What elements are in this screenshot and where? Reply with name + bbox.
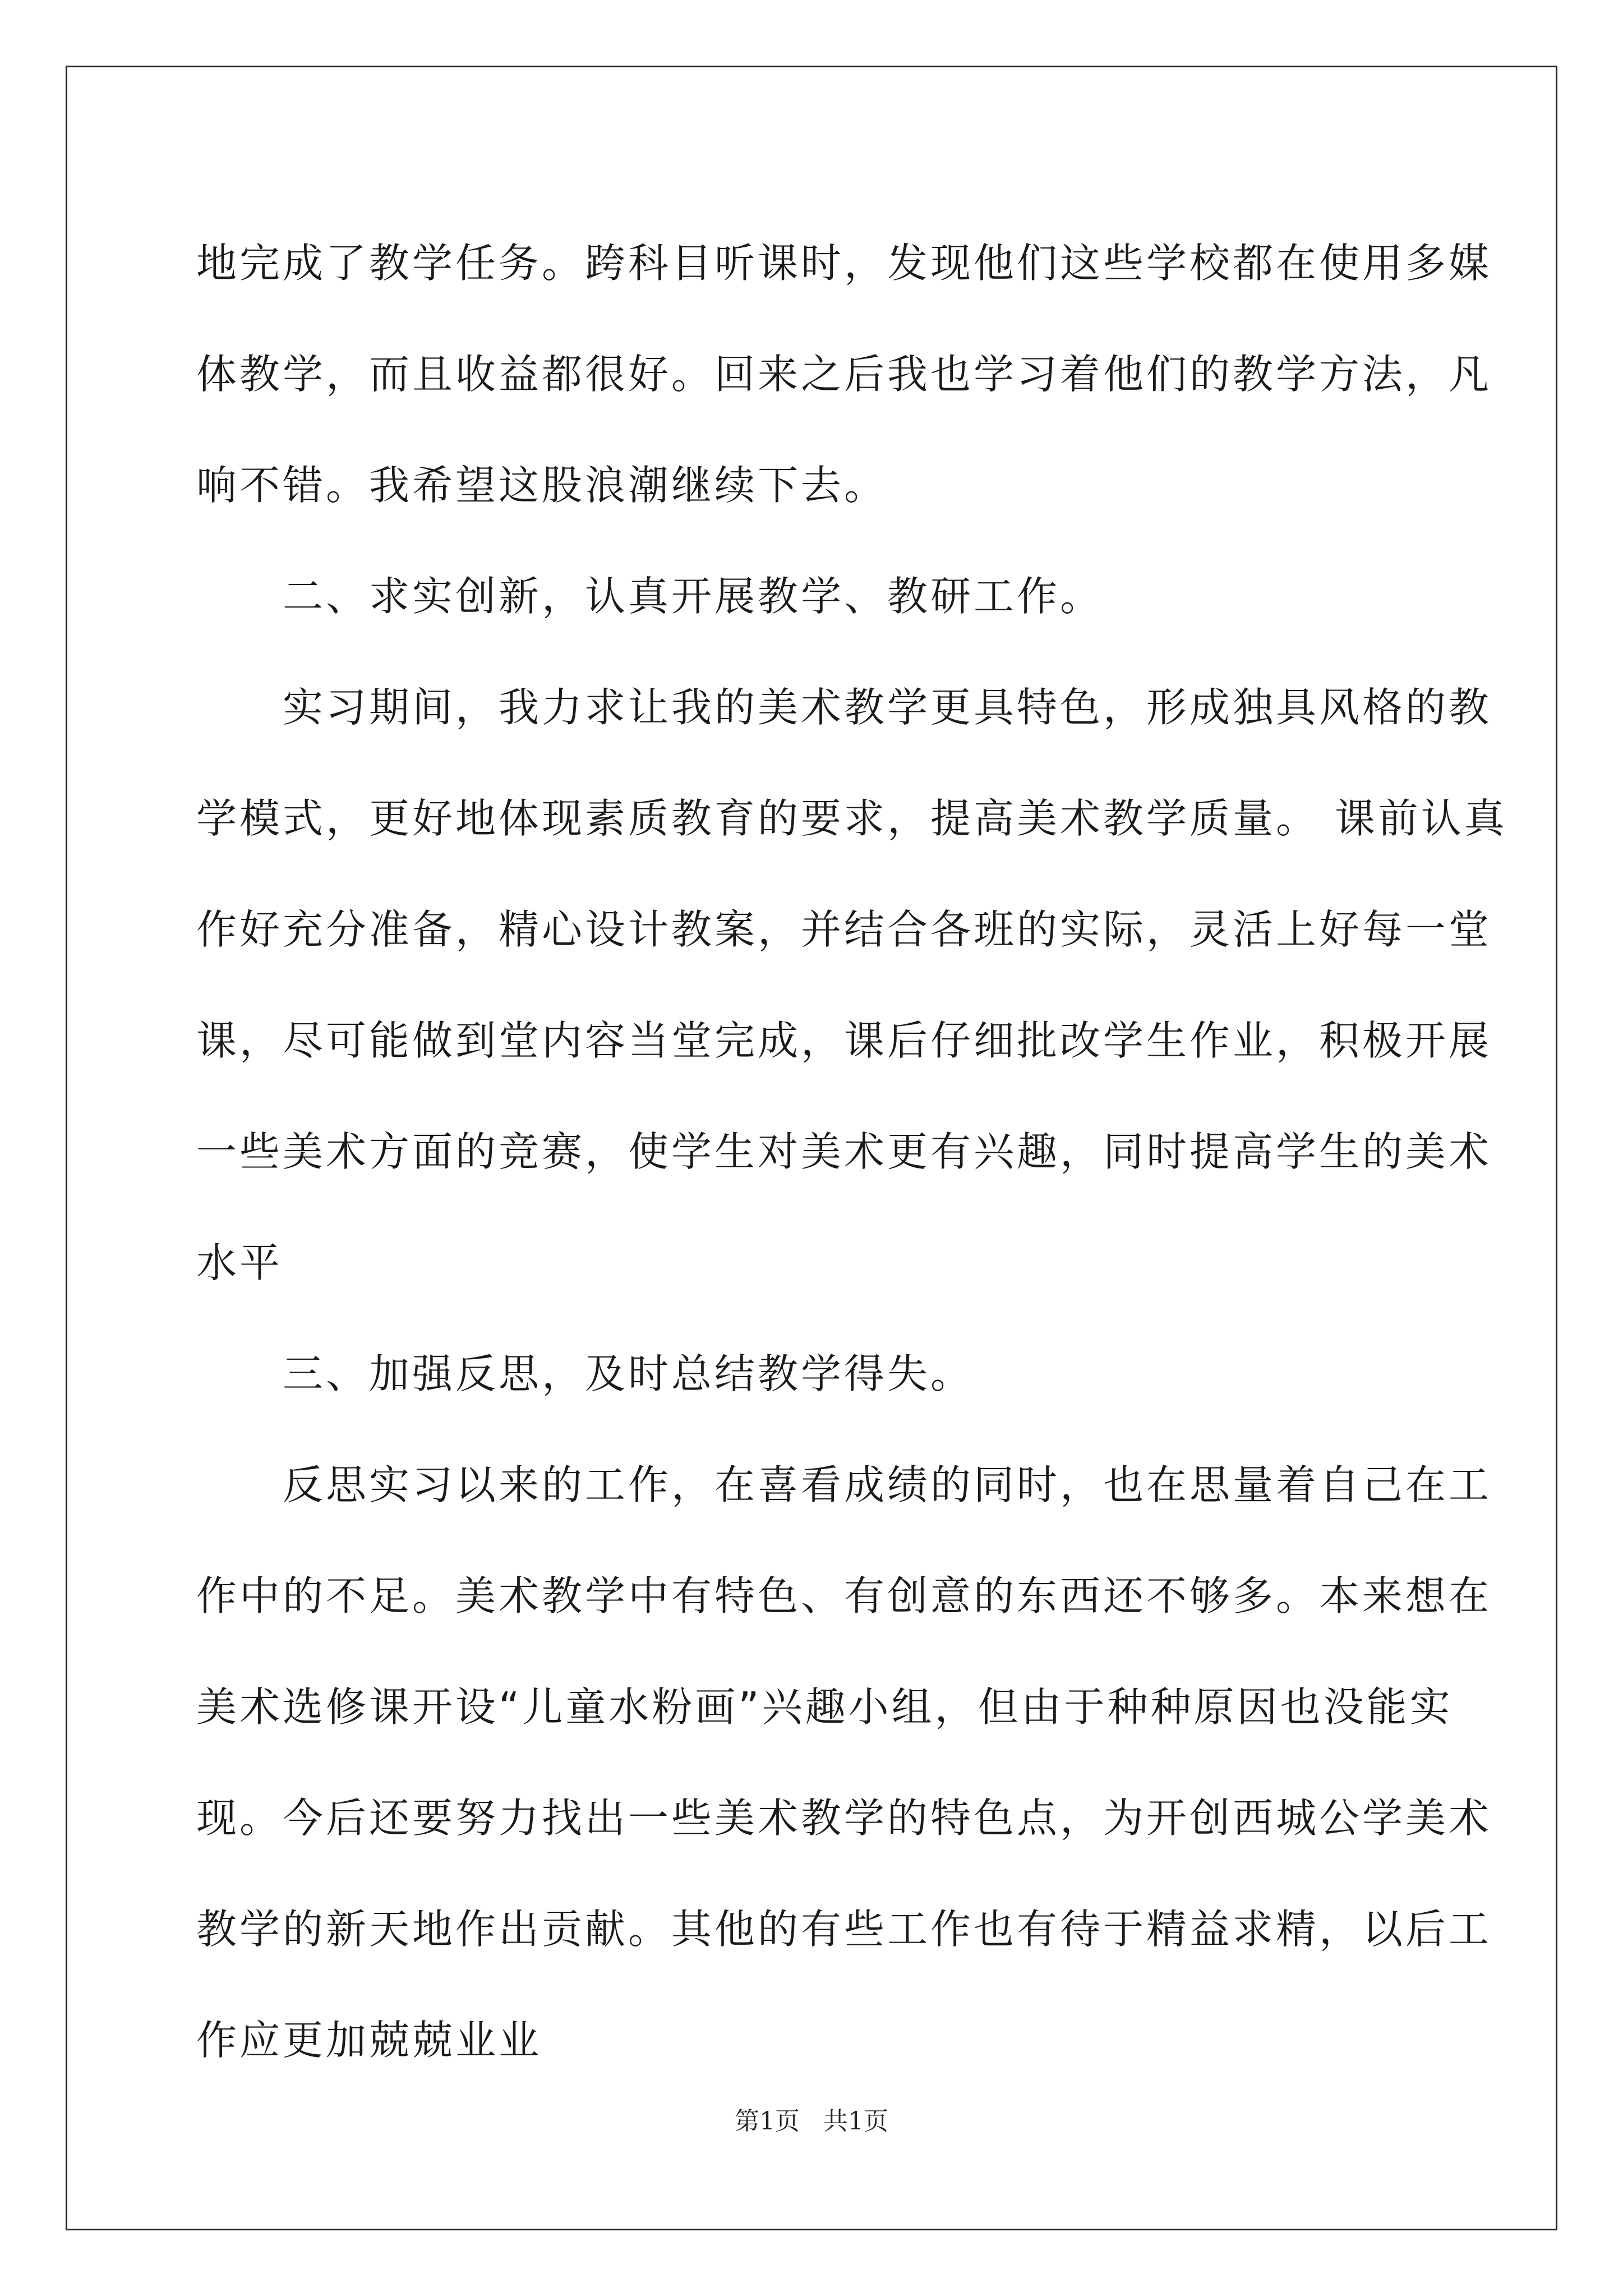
text-line: 作应更加兢兢业业 — [196, 2017, 542, 2064]
text-line: 美术选修课开设“儿童水粉画”兴趣小组，但由于种种原因也没能实 — [196, 1683, 1453, 1731]
text-line: 作好充分准备，精心设计教案，并结合各班的实际，灵活上好每一堂 — [196, 906, 1492, 953]
text-line: 课，尽可能做到堂内容当堂完成，课后仔细批改学生作业，积极开展 — [196, 1017, 1492, 1064]
text-line: 水平 — [196, 1239, 283, 1286]
text-line: 一些美术方面的竞赛，使学生对美术更有兴趣，同时提高学生的美术 — [196, 1128, 1492, 1175]
text-line: 地完成了教学任务。跨科目听课时，发现他们这些学校都在使用多媒 — [196, 240, 1492, 287]
text-line: 教学的新天地作出贡献。其他的有些工作也有待于精益求精，以后工 — [196, 1906, 1492, 1953]
text-line: 学模式，更好地体现素质教育的要求，提高美术教学质量。 课前认真 — [196, 795, 1507, 842]
section-heading: 二、求实创新，认真开展教学、教研工作。 — [196, 573, 1104, 620]
text-line: 反思实习以来的工作，在喜看成绩的同时，也在思量着自己在工 — [196, 1461, 1492, 1508]
text-line: 响不错。我希望这股浪潮继续下去。 — [196, 462, 888, 509]
text-line: 现。今后还要努力找出一些美术教学的特色点，为开创西城公学美术 — [196, 1795, 1492, 1842]
section-heading: 三、加强反思，及时总结教学得失。 — [196, 1350, 974, 1397]
text-line: 作中的不足。美术教学中有特色、有创意的东西还不够多。本来想在 — [196, 1572, 1492, 1619]
text-line: 体教学，而且收益都很好。回来之后我也学习着他们的教学方法，凡 — [196, 351, 1492, 398]
page-footer: 第1页 共1页 — [735, 2107, 888, 2136]
document-body — [196, 208, 1507, 2096]
text-line: 实习期间，我力求让我的美术教学更具特色，形成独具风格的教 — [196, 684, 1492, 731]
